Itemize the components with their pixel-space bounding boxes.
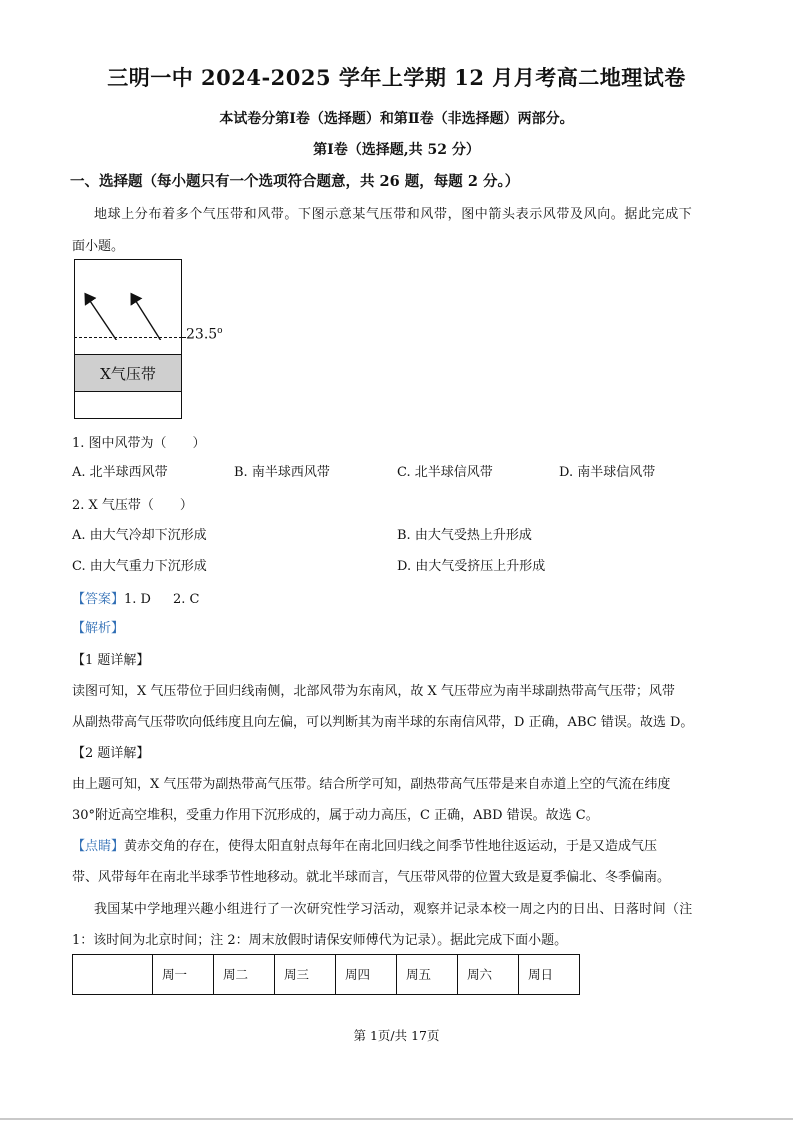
tip-line1: 【点睛】黄赤交角的存在，使得太阳直射点每年在南北回归线之间季节性地往返运动，于是又造成气压 xyxy=(72,839,658,854)
intro3-line1: 我国某中学地理兴趣小组进行了一次研究性学习活动，观察并记录本校一周之内的日出、日落时间（注 xyxy=(94,902,693,917)
section1-heading: 一、选择题（每小题只有一个选项符合题意，共 26 题，每题 2 分。） xyxy=(70,173,520,190)
sunrise-sunset-table xyxy=(72,954,580,995)
table-header-cell: 周二 xyxy=(214,955,275,995)
q2-option-c: C. 由大气重力下沉形成 xyxy=(72,559,207,574)
page-bottom-divider xyxy=(0,1118,793,1120)
x-pressure-belt xyxy=(75,354,181,392)
table-header-cell: 周四 xyxy=(336,955,397,995)
paper-structure-note: 本试卷分第Ⅰ卷（选择题）和第Ⅱ卷（非选择题）两部分。 xyxy=(219,111,574,127)
q1-option-d: D. 南半球信风带 xyxy=(559,465,656,480)
tip-line2: 带、风带每年在南北半球季节性地移动。就北半球而言，气压带风带的位置大致是夏季偏北、冬季偏南。 xyxy=(72,870,671,885)
q2-option-b: B. 由大气受热上升形成 xyxy=(397,528,532,543)
detail-1-tag: 【1 题详解】 xyxy=(72,653,150,668)
question-1-stem: 1. 图中风带为（ ） xyxy=(72,436,206,451)
table-header-cell: 周日 xyxy=(519,955,580,995)
q1-option-c: C. 北半球信风带 xyxy=(397,465,493,480)
table-header-cell xyxy=(73,955,153,995)
detail-2-tag: 【2 题详解】 xyxy=(72,746,150,761)
table-header-row xyxy=(73,955,580,995)
detail-2-line1: 由上题可知，X 气压带为副热带高气压带。结合所学可知，副热带高气压带是来自赤道上空的气流在纬度 xyxy=(72,777,671,792)
wind-arrows xyxy=(75,260,181,340)
intro-paragraph-line1: 地球上分布着多个气压带和风带。下图示意某气压带和风带，图中箭头表示风带及风向。据此完成下 xyxy=(94,207,693,222)
page-footer: 第 1页/共 17页 xyxy=(353,1028,440,1043)
table-header-cell: 周五 xyxy=(397,955,458,995)
answer-1: 1. D xyxy=(124,592,151,607)
detail-1-line1: 读图可知，X 气压带位于回归线南侧，北部风带为东南风，故 X 气压带应为南半球副热带高气压带；风带 xyxy=(72,684,675,699)
q1-option-a: A. 北半球西风带 xyxy=(72,465,168,480)
q1-option-b: B. 南半球西风带 xyxy=(234,465,330,480)
part1-heading: 第Ⅰ卷（选择题,共 52 分） xyxy=(313,142,480,158)
q2-option-d: D. 由大气受挤压上升形成 xyxy=(397,559,546,574)
analysis-tag: 【解析】 xyxy=(72,621,125,636)
page-title: 三明一中 2024-2025 学年上学期 12 月月考高二地理试卷 xyxy=(107,65,686,90)
answer-line xyxy=(72,588,199,607)
intro-paragraph-line2: 面小题。 xyxy=(72,239,125,254)
pressure-belt-diagram xyxy=(74,259,182,419)
answer-2: 2. C xyxy=(172,592,200,607)
x-pressure-belt-label: X气压带 xyxy=(100,364,156,383)
wind-arrow-left xyxy=(86,295,119,340)
intro3-line2: 1：该时间为北京时间；注 2：周末放假时请保安师傅代为记录）。据此完成下面小题。 xyxy=(72,933,568,948)
table-header-cell: 周一 xyxy=(153,955,214,995)
table-header-cell: 周三 xyxy=(275,955,336,995)
tip-tag: 【点睛】 xyxy=(72,839,125,854)
table-header-cell: 周六 xyxy=(458,955,519,995)
tropic-line xyxy=(74,337,182,338)
detail-2-line2: 30°附近高空堆积，受重力作用下沉形成的，属于动力高压，C 正确，ABD 错误。故选 C。 xyxy=(72,808,599,823)
answer-tag: 【答案】 xyxy=(72,592,125,607)
wind-arrow-right xyxy=(132,295,163,340)
latitude-label: 23.5$^o$ xyxy=(186,326,223,343)
question-2-stem: 2. X 气压带（ ） xyxy=(72,498,193,513)
q2-option-a: A. 由大气冷却下沉形成 xyxy=(72,528,207,543)
detail-1-line2: 从副热带高气压带吹向低纬度且向左偏，可以判断其为南半球的东南信风带，D 正确，ABC 错误。故选 D。 xyxy=(72,715,694,730)
